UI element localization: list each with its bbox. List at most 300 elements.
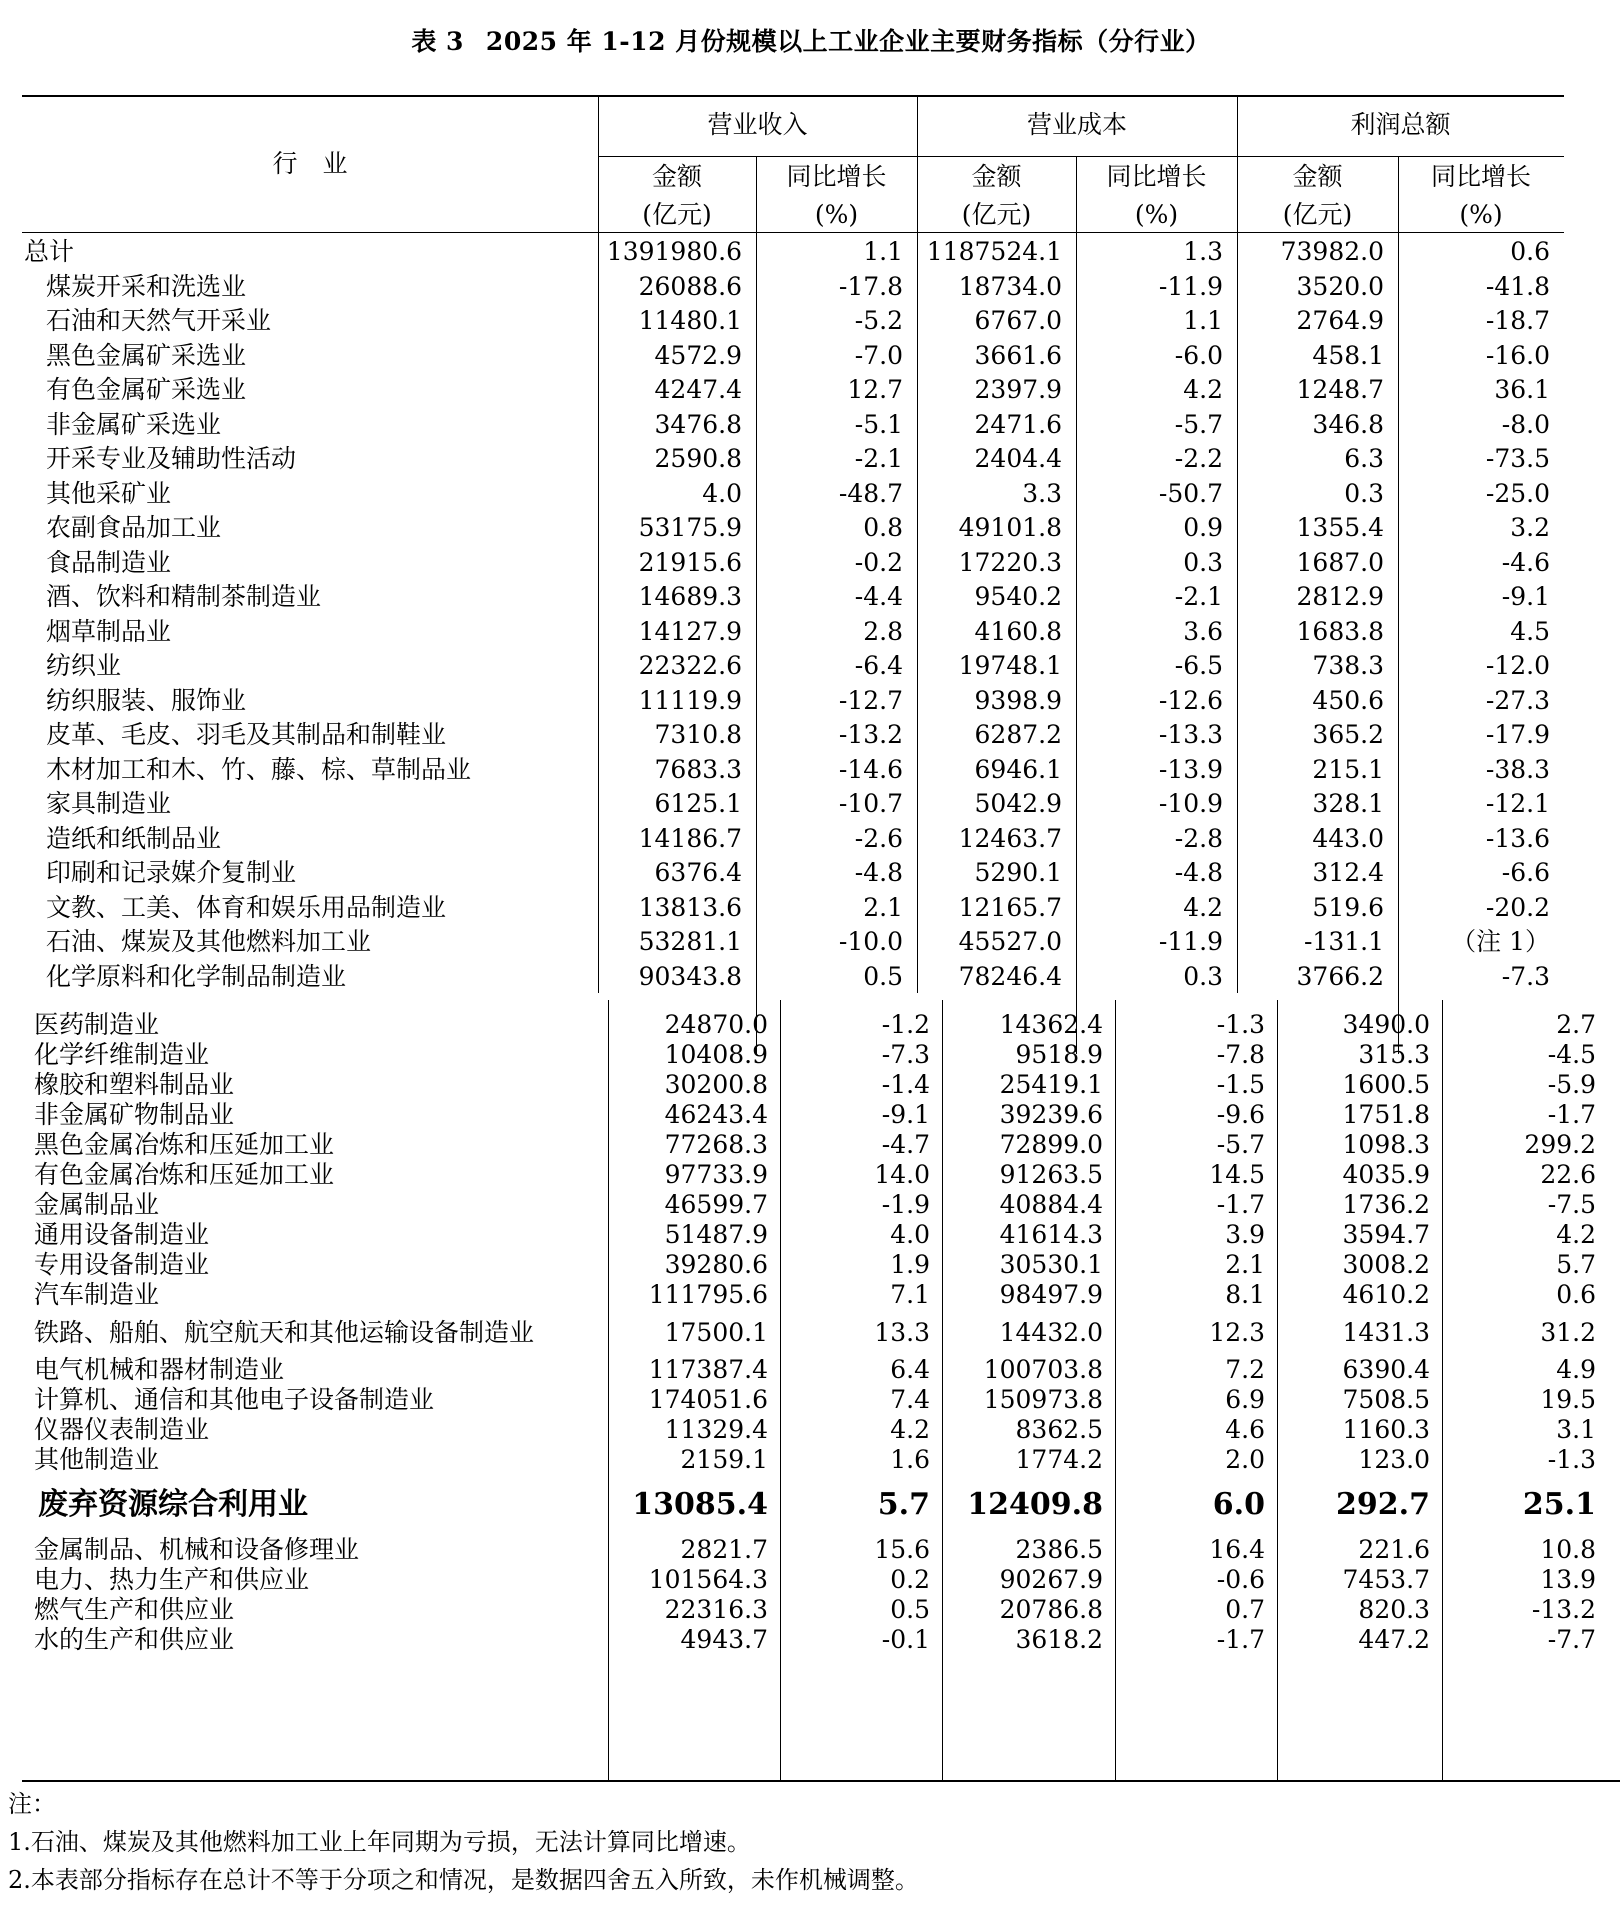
- cell-rev: 97733.9: [664, 1160, 768, 1189]
- cell-rev-g: 1.9: [890, 1250, 930, 1279]
- table-row: [22, 1250, 1620, 1280]
- cell-cost: 9398.9: [974, 685, 1062, 715]
- table-row: [22, 856, 1564, 891]
- industry-name: 酒、饮料和精制茶制造业: [46, 582, 322, 611]
- table-row: [22, 339, 1564, 374]
- industry-name: 家具制造业: [46, 789, 172, 818]
- cell-profit: 3490.0: [1342, 1010, 1430, 1039]
- industry-name: 纺织业: [46, 651, 122, 680]
- cell-cost: 30530.1: [999, 1250, 1103, 1279]
- cell-cost: 14432.0: [999, 1318, 1103, 1347]
- cell-rev-g: -6.4: [854, 651, 903, 680]
- table-row: [22, 822, 1564, 857]
- table-row: [22, 1070, 1620, 1100]
- cell-rev: 101564.3: [648, 1565, 768, 1594]
- cell-profit-g: -41.8: [1485, 271, 1550, 301]
- cell-cost-g: 0.3: [1183, 547, 1223, 577]
- cell-rev-g: 0.8: [863, 513, 903, 542]
- cell-rev: 111795.6: [648, 1280, 768, 1309]
- cell-cost: 6767.0: [974, 306, 1062, 335]
- cell-profit-g: 31.2: [1540, 1318, 1596, 1347]
- note-1: 1.石油、煤炭及其他燃料加工业上年同期为亏损，无法计算同比增速。: [8, 1828, 751, 1856]
- industry-name: 铁路、船舶、航空航天和其他运输设备制造业: [34, 1318, 535, 1347]
- cell-profit-g: 3.2: [1510, 513, 1550, 542]
- table-row: [22, 580, 1564, 615]
- industry-name: 黑色金属矿采选业: [46, 340, 247, 370]
- cell-cost-g: -5.7: [1216, 1130, 1265, 1159]
- cell-rev-g: -14.6: [838, 754, 903, 784]
- cell-cost-g: -5.7: [1174, 409, 1223, 439]
- cell-cost: 45527.0: [958, 927, 1062, 956]
- cell-cost: 3.3: [1022, 478, 1062, 508]
- industry-name: 非金属矿物制品业: [34, 1100, 235, 1129]
- cell-cost: 12463.7: [958, 823, 1062, 853]
- header-cost-growth: 同比增长 (%): [1106, 162, 1207, 229]
- cell-cost: 12409.8: [967, 1487, 1103, 1522]
- cell-cost: 1774.2: [1015, 1445, 1103, 1474]
- table-row: [22, 1445, 1620, 1475]
- cell-profit: 312.4: [1312, 858, 1384, 887]
- cell-rev: 7310.8: [654, 720, 742, 749]
- cell-profit: 7508.5: [1342, 1385, 1430, 1414]
- cell-cost-g: -6.5: [1174, 651, 1223, 680]
- cell-profit: 458.1: [1312, 340, 1384, 370]
- cell-rev: 53175.9: [638, 513, 742, 542]
- cell-profit-g: 0.6: [1556, 1280, 1596, 1309]
- cell-cost-g: -6.0: [1174, 340, 1223, 370]
- cell-rev: 46243.4: [664, 1100, 768, 1129]
- cell-profit: 6.3: [1344, 444, 1384, 473]
- table-row: [22, 925, 1564, 960]
- table-row: [22, 477, 1564, 512]
- cell-profit-g: 19.5: [1540, 1385, 1596, 1414]
- cell-rev-g: 0.5: [890, 1595, 930, 1624]
- cell-rev: 53281.1: [638, 927, 742, 956]
- cell-profit: 315.3: [1358, 1040, 1430, 1069]
- header-profit-amount: 金额 (亿元): [1282, 162, 1353, 229]
- cell-cost: 4160.8: [974, 616, 1062, 646]
- cell-cost: 14362.4: [999, 1010, 1103, 1039]
- cell-cost: 9540.2: [974, 582, 1062, 611]
- cell-profit-g: -1.7: [1547, 1100, 1596, 1129]
- cell-cost: 150973.8: [983, 1385, 1103, 1414]
- cell-rev-g: 1.6: [890, 1445, 930, 1474]
- industry-name: 印刷和记录媒介复制业: [46, 858, 297, 887]
- cell-cost-g: -7.8: [1216, 1040, 1265, 1069]
- cell-rev-g: 7.4: [890, 1385, 930, 1414]
- cell-profit-g: -9.1: [1501, 582, 1550, 611]
- header-rev-amount: 金额 (亿元): [642, 162, 712, 229]
- industry-name: 石油和天然气开采业: [46, 306, 272, 335]
- cell-profit: 123.0: [1358, 1445, 1430, 1474]
- cell-cost-g: -2.8: [1174, 823, 1223, 853]
- cell-cost: 20786.8: [999, 1595, 1103, 1624]
- rule-top: [22, 95, 1564, 97]
- cell-profit: 215.1: [1312, 754, 1384, 784]
- industry-name: 木材加工和木、竹、藤、棕、草制品业: [46, 754, 472, 784]
- cell-profit-g: 22.6: [1540, 1160, 1596, 1189]
- cell-rev-g: 0.2: [890, 1565, 930, 1594]
- cell-profit-g: -38.3: [1485, 754, 1550, 784]
- cell-cost-g: 6.9: [1225, 1385, 1265, 1414]
- cell-rev: 3476.8: [654, 409, 742, 439]
- cell-cost-g: -2.2: [1174, 444, 1223, 473]
- table-row: [22, 235, 1564, 270]
- cell-cost: 98497.9: [999, 1280, 1103, 1309]
- cell-cost-g: -10.9: [1158, 789, 1223, 818]
- cell-rev: 39280.6: [664, 1250, 768, 1279]
- cell-rev-g: -10.7: [838, 789, 903, 818]
- cell-cost-g: 14.5: [1209, 1160, 1265, 1189]
- cell-cost: 49101.8: [958, 513, 1062, 542]
- cell-cost-g: -50.7: [1158, 478, 1223, 508]
- cell-profit: 519.6: [1312, 892, 1384, 922]
- industry-name: 石油、煤炭及其他燃料加工业: [46, 927, 372, 956]
- table-row: [22, 1040, 1620, 1070]
- header-profit: 利润总额: [1350, 110, 1451, 139]
- cell-profit: 365.2: [1312, 720, 1384, 749]
- industry-name: 医药制造业: [34, 1010, 160, 1039]
- cell-rev-g: -4.8: [854, 858, 903, 887]
- cell-rev-g: -48.7: [838, 478, 903, 508]
- cell-profit: 1751.8: [1342, 1100, 1430, 1129]
- cell-cost-g: -11.9: [1158, 271, 1223, 301]
- cell-rev: 51487.9: [664, 1220, 768, 1249]
- cell-rev-g: -9.1: [881, 1100, 930, 1129]
- cell-rev: 11480.1: [638, 306, 742, 335]
- industry-name: 煤炭开采和洗选业: [46, 271, 247, 301]
- cell-rev: 22322.6: [638, 651, 742, 680]
- cell-profit: 328.1: [1312, 789, 1384, 818]
- cell-profit-g: -6.6: [1501, 858, 1550, 887]
- industry-name: 皮革、毛皮、羽毛及其制品和制鞋业: [46, 720, 447, 749]
- table-row: [22, 1010, 1620, 1040]
- cell-profit: 7453.7: [1342, 1565, 1430, 1594]
- cell-rev-g: -2.1: [854, 444, 903, 473]
- cell-cost-g: 6.0: [1212, 1487, 1265, 1522]
- industry-name: 烟草制品业: [46, 616, 172, 646]
- cell-cost: 2471.6: [974, 409, 1062, 439]
- cell-cost-g: 4.2: [1183, 892, 1223, 922]
- table-title: [0, 22, 1622, 58]
- table-row: [22, 1220, 1620, 1250]
- cell-rev-g: -0.1: [881, 1625, 930, 1654]
- cell-profit-g: -13.6: [1485, 823, 1550, 853]
- cell-profit: 1431.3: [1342, 1318, 1430, 1347]
- cell-cost-g: 0.9: [1183, 513, 1223, 542]
- cell-rev-g: 1.1: [863, 237, 903, 266]
- cell-cost: 3618.2: [1015, 1625, 1103, 1654]
- cell-rev: 4247.4: [654, 375, 742, 404]
- cell-cost: 72899.0: [999, 1130, 1103, 1159]
- table-row: [22, 1130, 1620, 1160]
- industry-name: 纺织服装、服饰业: [46, 685, 247, 715]
- industry-name: 水的生产和供应业: [34, 1625, 235, 1654]
- cell-rev: 174051.6: [648, 1385, 768, 1414]
- cell-rev: 26088.6: [638, 271, 742, 301]
- cell-rev: 2821.7: [680, 1535, 768, 1564]
- industry-name: 专用设备制造业: [34, 1250, 210, 1279]
- cell-profit: 3594.7: [1342, 1220, 1430, 1249]
- cell-cost-g: 7.2: [1225, 1355, 1265, 1384]
- table-row: [22, 1415, 1620, 1445]
- cell-profit-g: 36.1: [1494, 375, 1550, 404]
- cell-rev: 1391980.6: [606, 237, 742, 266]
- cell-rev: 77268.3: [664, 1130, 768, 1159]
- cell-profit: 1160.3: [1342, 1415, 1430, 1444]
- cell-cost: 39239.6: [999, 1100, 1103, 1129]
- cell-cost-g: -4.8: [1174, 858, 1223, 887]
- industry-name: 造纸和纸制品业: [46, 823, 222, 853]
- cell-rev-g: -13.2: [838, 720, 903, 749]
- cell-profit: 820.3: [1358, 1595, 1430, 1624]
- cell-rev-g: 12.7: [847, 375, 903, 404]
- cell-rev-g: -5.1: [854, 409, 903, 439]
- cell-rev: 10408.9: [664, 1040, 768, 1069]
- table-row: [22, 1595, 1620, 1625]
- cell-profit: 738.3: [1312, 651, 1384, 680]
- cell-cost: 12165.7: [958, 892, 1062, 922]
- rule-bottom: [22, 1780, 1620, 1782]
- cell-profit: 2812.9: [1296, 582, 1384, 611]
- table-row: [22, 442, 1564, 477]
- notes: [8, 1785, 919, 1899]
- cell-profit-g: -7.5: [1547, 1190, 1596, 1219]
- cell-profit: 1355.4: [1296, 513, 1384, 542]
- cell-cost-g: 2.1: [1225, 1250, 1265, 1279]
- cell-profit: 1098.3: [1342, 1130, 1430, 1159]
- cell-profit-g: 5.7: [1556, 1250, 1596, 1279]
- cell-cost-g: 3.6: [1183, 616, 1223, 646]
- table-row: [22, 408, 1564, 443]
- cell-rev-g: -4.4: [854, 582, 903, 611]
- cell-rev-g: -12.7: [838, 685, 903, 715]
- cell-profit-g: 3.1: [1556, 1415, 1596, 1444]
- cell-cost-g: -12.6: [1158, 685, 1223, 715]
- industry-name: 废弃资源综合利用业: [38, 1487, 308, 1522]
- cell-cost: 3661.6: [974, 340, 1062, 370]
- cell-cost-g: 4.2: [1183, 375, 1223, 404]
- table-row: [22, 960, 1564, 995]
- cell-profit: 1683.8: [1296, 616, 1384, 646]
- cell-rev-g: 2.8: [863, 616, 903, 646]
- industry-name: 有色金属矿采选业: [46, 375, 247, 404]
- table-row: [22, 787, 1564, 822]
- cell-profit: 4610.2: [1342, 1280, 1430, 1309]
- cell-profit: 3520.0: [1296, 271, 1384, 301]
- cell-profit: 1248.7: [1296, 375, 1384, 404]
- cell-rev-g: -1.9: [881, 1190, 930, 1219]
- cell-rev-g: -1.2: [881, 1010, 930, 1039]
- table-row: [22, 1535, 1620, 1565]
- cell-profit-g: -4.6: [1501, 547, 1550, 577]
- cell-cost: 9518.9: [1015, 1040, 1103, 1069]
- cell-cost-g: 16.4: [1209, 1535, 1265, 1564]
- cell-rev-g: 7.1: [890, 1280, 930, 1309]
- cell-rev: 2159.1: [680, 1445, 768, 1474]
- cell-rev-g: -0.2: [854, 547, 903, 577]
- table-row: [22, 1280, 1620, 1310]
- cell-rev-g: 5.7: [877, 1487, 930, 1522]
- cell-rev-g: 2.1: [863, 892, 903, 922]
- cell-profit-g: -27.3: [1485, 685, 1550, 715]
- cell-profit-g: -25.0: [1485, 478, 1550, 508]
- cell-cost-g: 12.3: [1209, 1318, 1265, 1347]
- table-title-text: 2025 年 1-12 月份规模以上工业企业主要财务指标（分行业）: [485, 27, 1211, 56]
- header-rev-growth: 同比增长 (%): [786, 162, 887, 229]
- cell-rev: 7683.3: [654, 754, 742, 784]
- cell-cost: 90267.9: [999, 1565, 1103, 1594]
- cell-cost: 78246.4: [958, 961, 1062, 991]
- cell-rev: 17500.1: [664, 1318, 768, 1347]
- industry-name: 汽车制造业: [34, 1280, 160, 1309]
- cell-profit-g: -18.7: [1485, 306, 1550, 335]
- table-row: [22, 718, 1564, 753]
- industry-name: 开采专业及辅助性活动: [46, 444, 297, 473]
- cell-profit-g: -16.0: [1485, 340, 1550, 370]
- cell-rev: 13813.6: [638, 892, 742, 922]
- cell-cost: 2386.5: [1015, 1535, 1103, 1564]
- cell-profit-g: 4.9: [1556, 1355, 1596, 1384]
- cell-profit-g: 299.2: [1524, 1130, 1596, 1159]
- cell-profit: 0.3: [1344, 478, 1384, 508]
- cell-profit-g: -1.3: [1547, 1445, 1596, 1474]
- cell-profit: 450.6: [1312, 685, 1384, 715]
- cell-profit-g: 2.7: [1556, 1010, 1596, 1039]
- cell-rev: 21915.6: [638, 547, 742, 577]
- cell-cost-g: 1.3: [1183, 237, 1223, 266]
- cell-rev-g: -10.0: [838, 927, 903, 956]
- rule-header-mid: [598, 156, 1564, 157]
- cell-cost: 25419.1: [999, 1070, 1103, 1099]
- cell-profit: 1600.5: [1342, 1070, 1430, 1099]
- cell-rev: 22316.3: [664, 1595, 768, 1624]
- table-row: [22, 649, 1564, 684]
- cell-profit: 3766.2: [1296, 961, 1384, 991]
- industry-name: 文教、工美、体育和娱乐用品制造业: [46, 892, 447, 922]
- cell-cost-g: -1.5: [1216, 1070, 1265, 1099]
- cell-profit: 1687.0: [1296, 547, 1384, 577]
- cell-profit-g: -13.2: [1531, 1595, 1596, 1624]
- cell-profit-g: -7.7: [1547, 1625, 1596, 1654]
- table-row: [22, 684, 1564, 719]
- cell-profit-g: -8.0: [1501, 409, 1550, 439]
- cell-rev-g: -1.4: [881, 1070, 930, 1099]
- cell-profit: 447.2: [1358, 1625, 1430, 1654]
- table-row: [22, 373, 1564, 408]
- cell-profit: 1736.2: [1342, 1190, 1430, 1219]
- cell-profit-g: -12.1: [1485, 789, 1550, 818]
- cell-profit: 443.0: [1312, 823, 1384, 853]
- cell-profit-g: -73.5: [1485, 444, 1550, 473]
- table-row: [22, 1100, 1620, 1130]
- cell-rev: 2590.8: [654, 444, 742, 473]
- table-row: [22, 270, 1564, 305]
- industry-name: 橡胶和塑料制品业: [34, 1070, 235, 1099]
- table-row: [22, 615, 1564, 650]
- cell-rev: 14689.3: [638, 582, 742, 611]
- cell-profit: 2764.9: [1296, 306, 1384, 335]
- cell-rev-g: -17.8: [838, 271, 903, 301]
- industry-name: 其他制造业: [34, 1445, 160, 1474]
- table-row: [22, 753, 1564, 788]
- industry-name: 金属制品、机械和设备修理业: [34, 1535, 360, 1564]
- cell-profit: 73982.0: [1280, 237, 1384, 266]
- cell-cost-g: -11.9: [1158, 927, 1223, 956]
- cell-cost-g: 0.3: [1183, 961, 1223, 991]
- cell-cost: 5290.1: [974, 858, 1062, 887]
- header-industry: 行 业: [272, 149, 348, 178]
- cell-rev-g: 6.4: [890, 1355, 930, 1384]
- industry-name: 通用设备制造业: [34, 1220, 210, 1249]
- cell-cost: 2397.9: [974, 375, 1062, 404]
- industry-name: 化学纤维制造业: [34, 1040, 210, 1069]
- cell-profit-g: -20.2: [1485, 892, 1550, 922]
- cell-rev: 6125.1: [654, 789, 742, 818]
- industry-name: 食品制造业: [46, 547, 172, 577]
- cell-cost-g: 0.7: [1225, 1595, 1265, 1624]
- industry-name: 仪器仪表制造业: [34, 1415, 210, 1444]
- table-row: [22, 1385, 1620, 1415]
- cell-rev: 4.0: [702, 478, 742, 508]
- cell-rev: 13085.4: [632, 1487, 768, 1522]
- cell-profit: -131.1: [1303, 927, 1384, 956]
- industry-name: 电力、热力生产和供应业: [34, 1565, 310, 1594]
- table-row: [22, 891, 1564, 926]
- table-row: [22, 1625, 1620, 1655]
- cell-cost: 91263.5: [999, 1160, 1103, 1189]
- cell-cost-g: 2.0: [1225, 1445, 1265, 1474]
- cell-profit: 221.6: [1358, 1535, 1430, 1564]
- cell-profit-g: （注 1）: [1451, 927, 1550, 956]
- cell-cost: 1187524.1: [926, 237, 1062, 266]
- cell-profit: 292.7: [1336, 1487, 1430, 1522]
- cell-rev: 4572.9: [654, 340, 742, 370]
- cell-cost: 18734.0: [958, 271, 1062, 301]
- cell-rev-g: 4.0: [890, 1220, 930, 1249]
- industry-name: 有色金属冶炼和压延加工业: [34, 1160, 335, 1189]
- industry-name: 电气机械和器材制造业: [34, 1355, 285, 1384]
- cell-cost-g: 4.6: [1225, 1415, 1265, 1444]
- industry-name: 农副食品加工业: [46, 513, 222, 542]
- cell-cost-g: -13.9: [1158, 754, 1223, 784]
- cell-cost: 6946.1: [974, 754, 1062, 784]
- cell-rev: 11329.4: [664, 1415, 768, 1444]
- cell-cost: 100703.8: [983, 1355, 1103, 1384]
- industry-name: 化学原料和化学制品制造业: [46, 961, 347, 991]
- cell-profit-g: -12.0: [1485, 651, 1550, 680]
- table-row: [22, 1310, 1620, 1355]
- table-row: [22, 1190, 1620, 1220]
- cell-cost: 41614.3: [999, 1220, 1103, 1249]
- cell-cost: 17220.3: [958, 547, 1062, 577]
- header-profit-growth: 同比增长 (%): [1430, 162, 1531, 229]
- cell-cost-g: -2.1: [1174, 582, 1223, 611]
- cell-cost-g: -9.6: [1216, 1100, 1265, 1129]
- cell-rev: 46599.7: [664, 1190, 768, 1219]
- cell-cost-g: -1.3: [1216, 1010, 1265, 1039]
- cell-rev: 30200.8: [664, 1070, 768, 1099]
- cell-cost-g: -1.7: [1216, 1625, 1265, 1654]
- table-row: [22, 304, 1564, 339]
- cell-profit-g: 10.8: [1540, 1535, 1596, 1564]
- table-body-bottom: [22, 1010, 1620, 1655]
- cell-rev-g: 4.2: [890, 1415, 930, 1444]
- cell-rev-g: 0.5: [863, 961, 903, 991]
- cell-cost-g: 1.1: [1183, 306, 1223, 335]
- table-row: [22, 1355, 1620, 1385]
- cell-cost: 6287.2: [974, 720, 1062, 749]
